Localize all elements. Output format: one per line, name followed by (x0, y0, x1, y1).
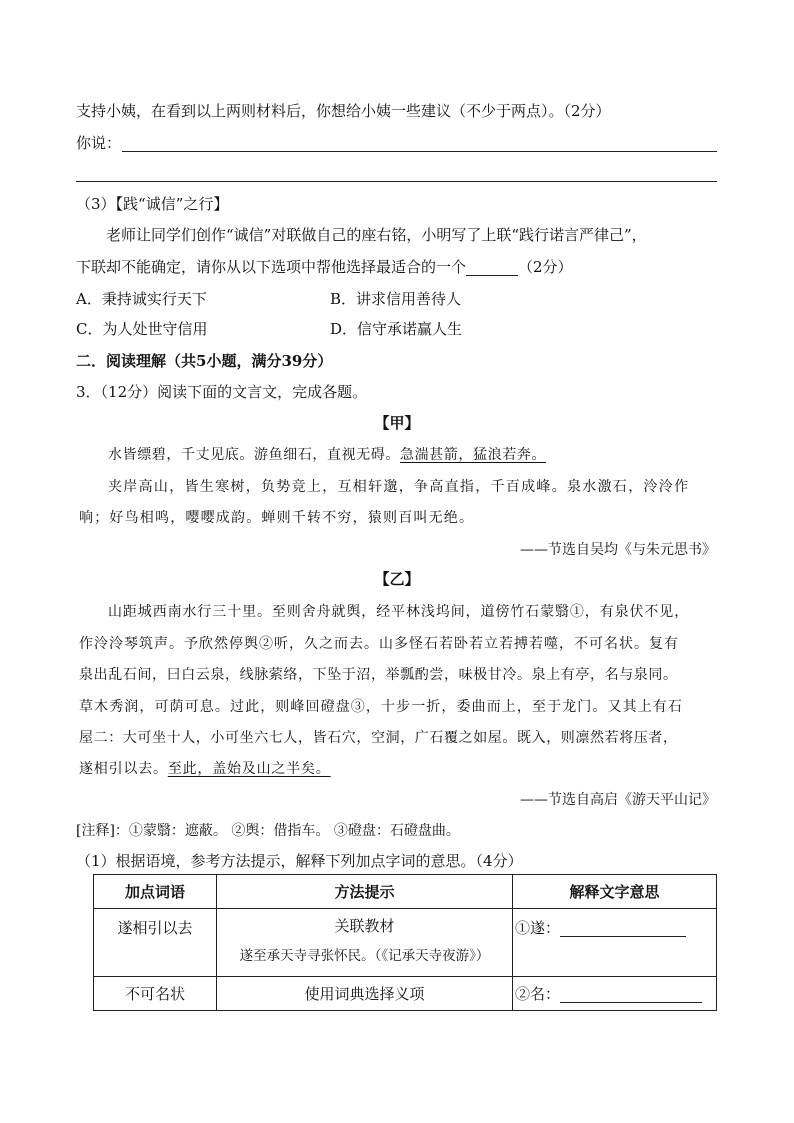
jia-title: 【甲】 (374, 414, 420, 432)
option-a: A．秉持诚实行天下 (76, 290, 207, 308)
option-b: B．讲求信用善待人 (330, 290, 462, 308)
table-row (94, 909, 717, 977)
row1-hint-title: 关联教材 (334, 917, 395, 935)
intro-line: 支持小姨，在看到以上两则材料后，你想给小姨一些建议（不少于两点）。（2分） (76, 102, 611, 120)
yi-line3: 泉出乱石间，曰白云泉，线脉萦络，下坠于沼，举瓢酌尝，味极甘冷。泉上有亭，名与泉同。 (79, 667, 678, 683)
annotations: [注释]：①蒙翳：遮蔽。 ②舆：借指车。 ③磴盘：石磴盘曲。 (76, 823, 460, 839)
yi-line2: 作泠泠琴筑声。予欣然停舆②听，久之而去。山多怪石若卧若立若搏若噬，不可名状。复有 (79, 636, 679, 652)
yi-line6-underlined: 至此，盖始及山之半矣。 (167, 761, 331, 777)
row1-word: 遂相引以去 (94, 909, 217, 977)
q3-body-line1: 老师让同学们创作“诚信”对联做自己的座右铭，小明写了上联“践行诺言严律己”， (106, 226, 647, 244)
q3-answer-blank[interactable] (466, 261, 518, 276)
q3-body-line2 (76, 256, 573, 277)
yi-line1: 山距城西南水行三十里。至则舍舟就舆，经平林浅坞间，道傍竹石蒙翳①，有泉伏不见， (108, 604, 690, 620)
row2-answer-label: ②名： (515, 985, 561, 1003)
q3-title: （3）【践“诚信”之行】 (76, 195, 229, 213)
section-heading: 二．阅读理解（共5小题，满分39分） (76, 352, 333, 370)
jia-para1-underlined: 急湍甚箭，猛浪若奔。 (400, 447, 546, 463)
jia-source: ——节选自吴均《与朱元思书》 (520, 542, 716, 558)
header-word: 加点词语 (94, 875, 217, 909)
answer-line-2[interactable] (76, 181, 717, 182)
header-hint: 方法提示 (217, 875, 513, 909)
yi-line5: 屋二：大可坐十人，小可坐六七人，皆石穴，空洞，广石覆之如屋。既入，则凛然若将压者， (79, 730, 678, 746)
q1-prompt: （1）根据语境，参考方法提示，解释下列加点字词的意思。（4分） (76, 852, 523, 870)
answer-line-1[interactable] (122, 151, 717, 152)
q3-score: （2分） (518, 258, 573, 276)
option-c: C．为人处世守信用 (76, 320, 208, 338)
row2-word: 不可名状 (94, 977, 217, 1011)
vocab-table (93, 874, 717, 1011)
yi-title: 【乙】 (374, 570, 420, 588)
row1-answer (513, 909, 717, 977)
row2-hint: 使用词典选择义项 (217, 977, 513, 1011)
row1-answer-label: ①遂： (515, 919, 561, 937)
yi-line6 (79, 758, 331, 778)
yi-line4: 草木秀润，可荫可息。过此，则峰回磴盘③，十步一折，委曲而上，至于龙门。又其上有石 (79, 699, 683, 715)
jia-para1 (108, 444, 546, 464)
yi-source: ——节选自高启《游天平山记》 (520, 792, 716, 808)
row1-hint (217, 909, 513, 977)
you-say-label: 你说： (76, 134, 122, 152)
table-row (94, 977, 717, 1011)
jia-para2-line2: 响；好鸟相鸣，嘤嘤成韵。蝉则千转不穷，猿则百叫无绝。 (79, 510, 475, 526)
q3-body-text: 下联却不能确定，请你从以下选项中帮他选择最适合的一个 (76, 258, 467, 276)
header-meaning: 解释文字意思 (513, 875, 717, 909)
jia-para2-line1: 夹岸高山，皆生寒树，负势竞上，互相轩邈，争高直指，千百成峰。泉水激石，泠泠作 (108, 479, 690, 495)
row1-hint-detail: 遂至承天寺寻张怀民。（《记承天寺夜游》） (239, 948, 490, 964)
table-header-row (94, 875, 717, 909)
row1-answer-blank[interactable] (560, 922, 686, 937)
option-d: D．信守承诺赢人生 (330, 320, 463, 338)
q3-intro: 3．（12分）阅读下面的文言文，完成各题。 (76, 383, 368, 401)
yi-line6-text: 遂相引以去。 (79, 761, 168, 777)
row2-answer (513, 977, 717, 1011)
row2-answer-blank[interactable] (560, 988, 702, 1003)
jia-para1-text: 水皆缥碧，千丈见底。游鱼细石，直视无碍。 (108, 447, 400, 463)
